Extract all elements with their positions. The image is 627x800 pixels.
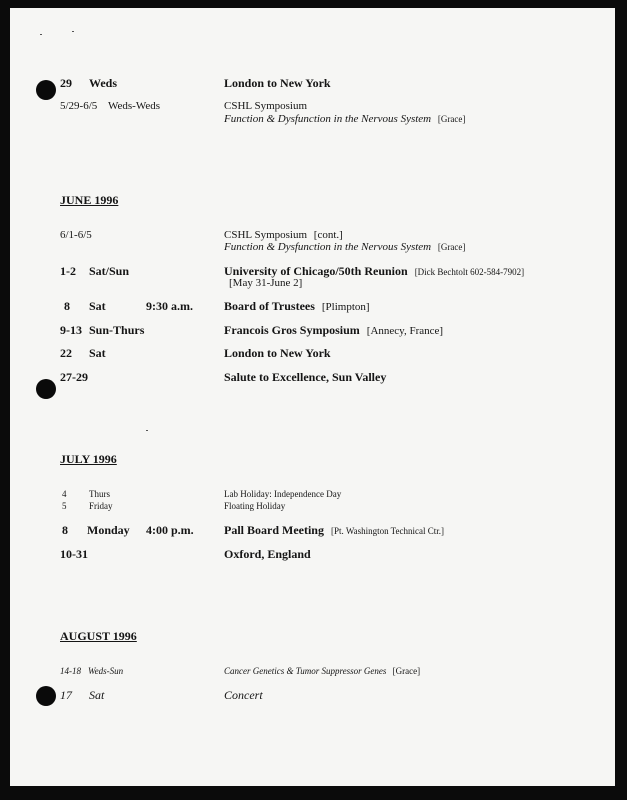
- entry-event-title: CSHL Symposium: [224, 229, 308, 241]
- entry-note: [Grace]: [437, 242, 466, 252]
- entry-day: Thurs: [89, 489, 110, 499]
- entry-date: 1-2: [60, 264, 76, 278]
- entry-date: 4: [62, 489, 67, 499]
- entry-day: Sat: [89, 299, 106, 313]
- entry-date: 8: [64, 299, 70, 313]
- entry-date: 27-29: [60, 370, 88, 384]
- entry-day: Friday: [89, 501, 113, 511]
- entry-note: [Annecy, France]: [366, 325, 444, 337]
- paper-speck: [146, 430, 148, 431]
- entry-date: 17: [60, 688, 72, 702]
- entry-event: [224, 229, 343, 241]
- entry-date: 6/1-6/5: [60, 229, 92, 241]
- entry-subtitle: Function & Dysfunction in the Nervous System: [224, 241, 432, 253]
- entry-event: Lab Holiday: Independence Day: [224, 489, 342, 499]
- entry-day: Monday: [87, 523, 130, 537]
- paper-speck: [72, 31, 74, 32]
- binder-hole-middle: [36, 379, 56, 399]
- entry-event-detail: [224, 113, 465, 125]
- entry-event-title: Board of Trustees: [224, 299, 315, 313]
- entry-day: Weds-Weds: [108, 100, 160, 112]
- entry-date: 9-13: [60, 323, 82, 337]
- entry-event: [224, 323, 443, 338]
- entry-event-title: Francois Gros Symposium: [224, 323, 360, 337]
- entry-event-title: Cancer Genetics & Tumor Suppressor Genes: [224, 666, 387, 676]
- month-header-august: AUGUST 1996: [60, 629, 137, 643]
- entry-time: 9:30 a.m.: [146, 299, 193, 313]
- entry-day: Sun-Thurs: [89, 323, 145, 337]
- entry-note: [Dick Bechtolt 602-584-7902]: [414, 267, 525, 277]
- entry-day: Sat: [89, 688, 105, 702]
- entry-event: [224, 666, 420, 676]
- entry-time: 4:00 p.m.: [146, 523, 194, 537]
- entry-event: [224, 523, 444, 538]
- paper-speck: [40, 34, 42, 35]
- entry-note: [Pt. Washington Technical Ctr.]: [330, 526, 445, 536]
- entry-date: 14-18: [60, 666, 81, 676]
- binder-hole-top: [36, 80, 56, 100]
- entry-event-title: University of Chicago/50th Reunion: [224, 264, 408, 278]
- entry-event: London to New York: [224, 76, 331, 90]
- entry-subtitle: Function & Dysfunction in the Nervous System: [224, 113, 432, 125]
- entry-event-detail: [224, 241, 465, 253]
- entry-day: Weds-Sun: [88, 666, 124, 676]
- entry-date: 10-31: [60, 547, 88, 561]
- entry-day: Weds: [89, 76, 118, 90]
- entry-date: 8: [62, 523, 68, 537]
- entry-event-title: Pall Board Meeting: [224, 523, 324, 537]
- entry-event: [224, 299, 370, 314]
- month-header-june: JUNE 1996: [60, 193, 119, 207]
- entry-day: Sat/Sun: [89, 264, 130, 278]
- entry-event-note: [cont.]: [313, 229, 343, 241]
- entry-event: CSHL Symposium: [224, 100, 308, 112]
- entry-note: [Grace]: [392, 666, 421, 676]
- month-header-july: JULY 1996: [60, 452, 117, 466]
- entry-date: 5/29-6/5: [60, 100, 98, 112]
- entry-event: London to New York: [224, 346, 331, 360]
- entry-day: Sat: [89, 346, 106, 360]
- entry-event: Oxford, England: [224, 547, 311, 561]
- entry-note: [Grace]: [437, 114, 466, 124]
- entry-note: [May 31-June 2]: [229, 277, 303, 289]
- entry-event: Concert: [224, 688, 263, 702]
- entry-date: 29: [60, 76, 72, 90]
- binder-hole-bottom: [36, 686, 56, 706]
- entry-event: Floating Holiday: [224, 501, 286, 511]
- entry-date: 5: [62, 501, 67, 511]
- entry-date: 22: [60, 346, 72, 360]
- entry-note: [Plimpton]: [321, 301, 370, 313]
- entry-event: Salute to Excellence, Sun Valley: [224, 370, 387, 384]
